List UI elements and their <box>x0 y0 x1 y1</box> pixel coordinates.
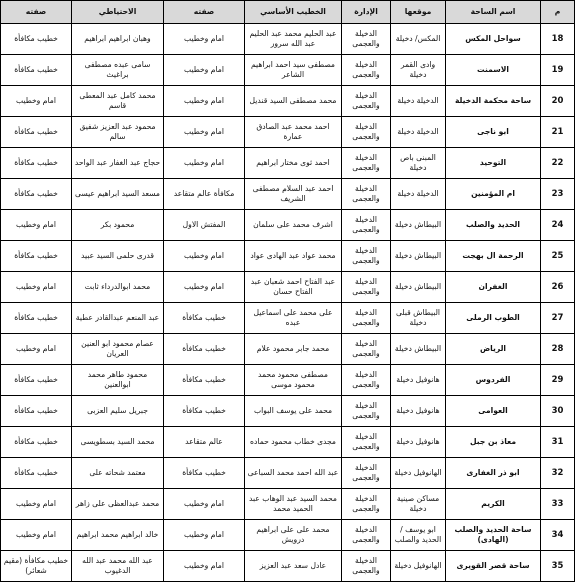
square-name-cell: ام المؤمنين <box>446 179 541 210</box>
reserve-preacher-cell: محمود بكر <box>72 210 164 241</box>
administration-cell: الدخيلة والعجمى <box>342 117 391 148</box>
row-number-cell: 22 <box>541 148 575 179</box>
main-preacher-cell: احمد ثوى مختار ابراهيم <box>245 148 342 179</box>
table-row <box>1 86 575 117</box>
main-preacher-role-cell: خطيب مكافأة <box>164 334 245 365</box>
main-preacher-cell: مصطفى محمود محمد محمود موسى <box>245 365 342 396</box>
header-administration: الإدارة <box>342 1 391 24</box>
location-cell: المبنى باص دخيلة <box>391 148 446 179</box>
reserve-preacher-role-cell: خطيب مكافأة <box>1 365 72 396</box>
header-main-preacher: الخطيب الأساسي <box>245 1 342 24</box>
main-preacher-role-cell: امام وخطيب <box>164 241 245 272</box>
row-number-cell: 25 <box>541 241 575 272</box>
administration-cell: الدخيلة والعجمى <box>342 303 391 334</box>
reserve-preacher-cell: عصام محمود ابو العنين العريان <box>72 334 164 365</box>
reserve-preacher-cell: عبد الله محمد عبد الله الدغيوب <box>72 551 164 582</box>
main-preacher-role-cell: مكافأة عالم متقاعد <box>164 179 245 210</box>
reserve-preacher-cell: مسعد السيد ابراهيم عيسى <box>72 179 164 210</box>
square-name-cell: سواحل المكس <box>446 24 541 55</box>
administration-cell: الدخيلة والعجمى <box>342 55 391 86</box>
reserve-preacher-role-cell: خطيب مكافأة <box>1 241 72 272</box>
square-name-cell: معاذ بن جبل <box>446 427 541 458</box>
reserve-preacher-cell: جبريل سليم العزبى <box>72 396 164 427</box>
location-cell: مساكن صينية دخيلة <box>391 489 446 520</box>
main-preacher-role-cell: امام وخطيب <box>164 24 245 55</box>
table-row <box>1 489 575 520</box>
reserve-preacher-role-cell: خطيب مكافأة <box>1 179 72 210</box>
row-number-cell: 34 <box>541 520 575 551</box>
main-preacher-cell: عبد الله احمد محمد السباعى <box>245 458 342 489</box>
table-row <box>1 210 575 241</box>
header-reserve-role: صفته <box>1 1 72 24</box>
row-number-cell: 30 <box>541 396 575 427</box>
table-row <box>1 148 575 179</box>
administration-cell: الدخيلة والعجمى <box>342 489 391 520</box>
administration-cell: الدخيلة والعجمى <box>342 334 391 365</box>
location-cell: الدخيلة دخيلة <box>391 117 446 148</box>
reserve-preacher-cell: محمد ابوالدرداء ثابت <box>72 272 164 303</box>
main-preacher-role-cell: امام وخطيب <box>164 551 245 582</box>
location-cell: الهانوفيل دخيلة <box>391 458 446 489</box>
administration-cell: الدخيلة والعجمى <box>342 365 391 396</box>
administration-cell: الدخيلة والعجمى <box>342 396 391 427</box>
square-name-cell: الاسمنت <box>446 55 541 86</box>
row-number-cell: 21 <box>541 117 575 148</box>
main-preacher-cell: عادل سعد عبد العزيز <box>245 551 342 582</box>
main-preacher-cell: محمد جابر محمود علام <box>245 334 342 365</box>
reserve-preacher-role-cell: خطيب مكافأة <box>1 24 72 55</box>
main-preacher-cell: مصطفى سيد احمد ابراهيم الشاعر <box>245 55 342 86</box>
row-number-cell: 27 <box>541 303 575 334</box>
table-body <box>1 24 575 582</box>
main-preacher-role-cell: امام وخطيب <box>164 520 245 551</box>
table-row <box>1 551 575 582</box>
main-preacher-role-cell: عالم متقاعد <box>164 427 245 458</box>
table-row <box>1 24 575 55</box>
square-name-cell: التوحيد <box>446 148 541 179</box>
location-cell: البيطاش قبلى دخيلة <box>391 303 446 334</box>
main-preacher-role-cell: خطيب مكافأة <box>164 396 245 427</box>
square-name-cell: الغفران <box>446 272 541 303</box>
administration-cell: الدخيلة والعجمى <box>342 148 391 179</box>
square-name-cell: ساحة قصر القويرى <box>446 551 541 582</box>
square-name-cell: الرحمة ال بهجت <box>446 241 541 272</box>
square-name-cell: الحديد والصلب <box>446 210 541 241</box>
location-cell: البيطاش دخيلة <box>391 210 446 241</box>
main-preacher-role-cell: المفتش الاول <box>164 210 245 241</box>
main-preacher-cell: على محمد على اسماعيل عبده <box>245 303 342 334</box>
reserve-preacher-role-cell: امام وخطيب <box>1 272 72 303</box>
reserve-preacher-role-cell: امام وخطيب <box>1 210 72 241</box>
main-preacher-role-cell: امام وخطيب <box>164 148 245 179</box>
location-cell: الهانوفيل دخيلة <box>391 551 446 582</box>
main-preacher-cell: عبد الفتاح احمد شعبان عبد الفتاح حسان <box>245 272 342 303</box>
row-number-cell: 31 <box>541 427 575 458</box>
table-row <box>1 55 575 86</box>
table-row <box>1 272 575 303</box>
square-name-cell: ساحة الحديد والصلب (الهادى) <box>446 520 541 551</box>
administration-cell: الدخيلة والعجمى <box>342 272 391 303</box>
main-preacher-cell: محمد مصطفى السيد قنديل <box>245 86 342 117</box>
location-cell: الدخيلة دخيلة <box>391 179 446 210</box>
square-name-cell: الرياض <box>446 334 541 365</box>
header-location: موقعها <box>391 1 446 24</box>
row-number-cell: 18 <box>541 24 575 55</box>
main-preacher-role-cell: امام وخطيب <box>164 117 245 148</box>
header-number: م <box>541 1 575 24</box>
reserve-preacher-cell: وهبان ابراهيم ابراهيم <box>72 24 164 55</box>
administration-cell: الدخيلة والعجمى <box>342 210 391 241</box>
main-preacher-cell: احمد عبد السلام مصطفى الشريف <box>245 179 342 210</box>
square-name-cell: الفردوس <box>446 365 541 396</box>
administration-cell: الدخيلة والعجمى <box>342 551 391 582</box>
reserve-preacher-role-cell: خطيب مكافأة <box>1 55 72 86</box>
header-main-role: صفته <box>164 1 245 24</box>
administration-cell: الدخيلة والعجمى <box>342 458 391 489</box>
row-number-cell: 19 <box>541 55 575 86</box>
location-cell: ابو يوسف /الحديد والصلب <box>391 520 446 551</box>
square-name-cell: ساحة محكمة الدخيلة <box>446 86 541 117</box>
reserve-preacher-cell: محمود عبد العزيز شفيق سالم <box>72 117 164 148</box>
table-row <box>1 458 575 489</box>
table-row <box>1 396 575 427</box>
main-preacher-role-cell: خطيب مكافأة <box>164 365 245 396</box>
location-cell: الدخيلة دخيلة <box>391 86 446 117</box>
reserve-preacher-cell: عبد المنعم عبدالقادر عطية <box>72 303 164 334</box>
table-row <box>1 241 575 272</box>
main-preacher-cell: عبد الحليم محمد عبد الحليم عبد الله سرور <box>245 24 342 55</box>
main-preacher-cell: محمد على يوسف البواب <box>245 396 342 427</box>
reserve-preacher-role-cell: امام وخطيب <box>1 334 72 365</box>
administration-cell: الدخيلة والعجمى <box>342 520 391 551</box>
row-number-cell: 26 <box>541 272 575 303</box>
table-row <box>1 117 575 148</box>
administration-cell: الدخيلة والعجمى <box>342 427 391 458</box>
reserve-preacher-role-cell: خطيب مكافأة <box>1 427 72 458</box>
main-preacher-role-cell: خطيب مكافأة <box>164 458 245 489</box>
main-preacher-role-cell: امام وخطيب <box>164 272 245 303</box>
reserve-preacher-role-cell: خطيب مكافأة (مقيم شعائر) <box>1 551 72 582</box>
location-cell: هانوفيل دخيلة <box>391 396 446 427</box>
row-number-cell: 32 <box>541 458 575 489</box>
row-number-cell: 24 <box>541 210 575 241</box>
square-name-cell: العوامى <box>446 396 541 427</box>
main-preacher-cell: محمد السيد عبد الوهاب عبد الحميد محمد <box>245 489 342 520</box>
reserve-preacher-role-cell: امام وخطيب <box>1 86 72 117</box>
administration-cell: الدخيلة والعجمى <box>342 86 391 117</box>
main-preacher-cell: مجدى خطاب محمود حماده <box>245 427 342 458</box>
location-cell: البيطاش دخيلة <box>391 241 446 272</box>
main-preacher-role-cell: خطيب مكافأة <box>164 303 245 334</box>
location-cell: هانوفيل دخيلة <box>391 427 446 458</box>
reserve-preacher-role-cell: خطيب مكافأة <box>1 458 72 489</box>
main-preacher-role-cell: امام وخطيب <box>164 489 245 520</box>
reserve-preacher-role-cell: امام وخطيب <box>1 520 72 551</box>
reserve-preacher-cell: محمد كامل عبد المعطى قاسم <box>72 86 164 117</box>
administration-cell: الدخيلة والعجمى <box>342 179 391 210</box>
main-preacher-role-cell: امام وخطيب <box>164 86 245 117</box>
location-cell: المكس/ دخيلة <box>391 24 446 55</box>
reserve-preacher-cell: محمد عبدالعظى على زاهر <box>72 489 164 520</box>
main-preacher-cell: اشرف محمد على سلمان <box>245 210 342 241</box>
header-reserve-preacher: الاحتياطي <box>72 1 164 24</box>
row-number-cell: 28 <box>541 334 575 365</box>
reserve-preacher-cell: معتمد شحاته على <box>72 458 164 489</box>
location-cell: البيطاش دخيلة <box>391 272 446 303</box>
location-cell: البيطاش دخيلة <box>391 334 446 365</box>
row-number-cell: 23 <box>541 179 575 210</box>
header-square-name: اسم الساحة <box>446 1 541 24</box>
reserve-preacher-role-cell: خطيب مكافأة <box>1 303 72 334</box>
location-cell: هانوفيل دخيلة <box>391 365 446 396</box>
main-preacher-cell: محمد عواد عبد الهادى عواد <box>245 241 342 272</box>
reserve-preacher-role-cell: خطيب مكافأة <box>1 117 72 148</box>
row-number-cell: 35 <box>541 551 575 582</box>
reserve-preacher-cell: خالد ابراهيم محمد ابراهيم <box>72 520 164 551</box>
square-name-cell: الكريم <box>446 489 541 520</box>
reserve-preacher-role-cell: خطيب مكافأة <box>1 396 72 427</box>
row-number-cell: 29 <box>541 365 575 396</box>
location-cell: وادى القمر دخيلة <box>391 55 446 86</box>
main-preacher-role-cell: امام وخطيب <box>164 55 245 86</box>
main-preacher-cell: محمد على على ابراهيم درويش <box>245 520 342 551</box>
square-name-cell: ابو ذر الغفارى <box>446 458 541 489</box>
row-number-cell: 20 <box>541 86 575 117</box>
table-row <box>1 303 575 334</box>
table-row <box>1 334 575 365</box>
row-number-cell: 33 <box>541 489 575 520</box>
table-row <box>1 427 575 458</box>
table-row <box>1 520 575 551</box>
reserve-preacher-cell: محمد السيد بسطويسى <box>72 427 164 458</box>
reserve-preacher-cell: محمود طاهر محمد ابوالعنين <box>72 365 164 396</box>
administration-cell: الدخيلة والعجمى <box>342 241 391 272</box>
table-row <box>1 365 575 396</box>
header-row <box>1 1 575 24</box>
square-name-cell: ابو ناجى <box>446 117 541 148</box>
administration-cell: الدخيلة والعجمى <box>342 24 391 55</box>
reserve-preacher-cell: قدرى حلمى السيد عبيد <box>72 241 164 272</box>
reserve-preacher-role-cell: امام وخطيب <box>1 489 72 520</box>
reserve-preacher-cell: حجاج عبد الغفار عبد الواحد <box>72 148 164 179</box>
square-name-cell: الطوب الرملى <box>446 303 541 334</box>
reserve-preacher-role-cell: خطيب مكافأة <box>1 148 72 179</box>
reserve-preacher-cell: سامى عبده مصطفى براغيث <box>72 55 164 86</box>
main-preacher-cell: احمد محمد عبد الصادق عمارة <box>245 117 342 148</box>
table-row <box>1 179 575 210</box>
